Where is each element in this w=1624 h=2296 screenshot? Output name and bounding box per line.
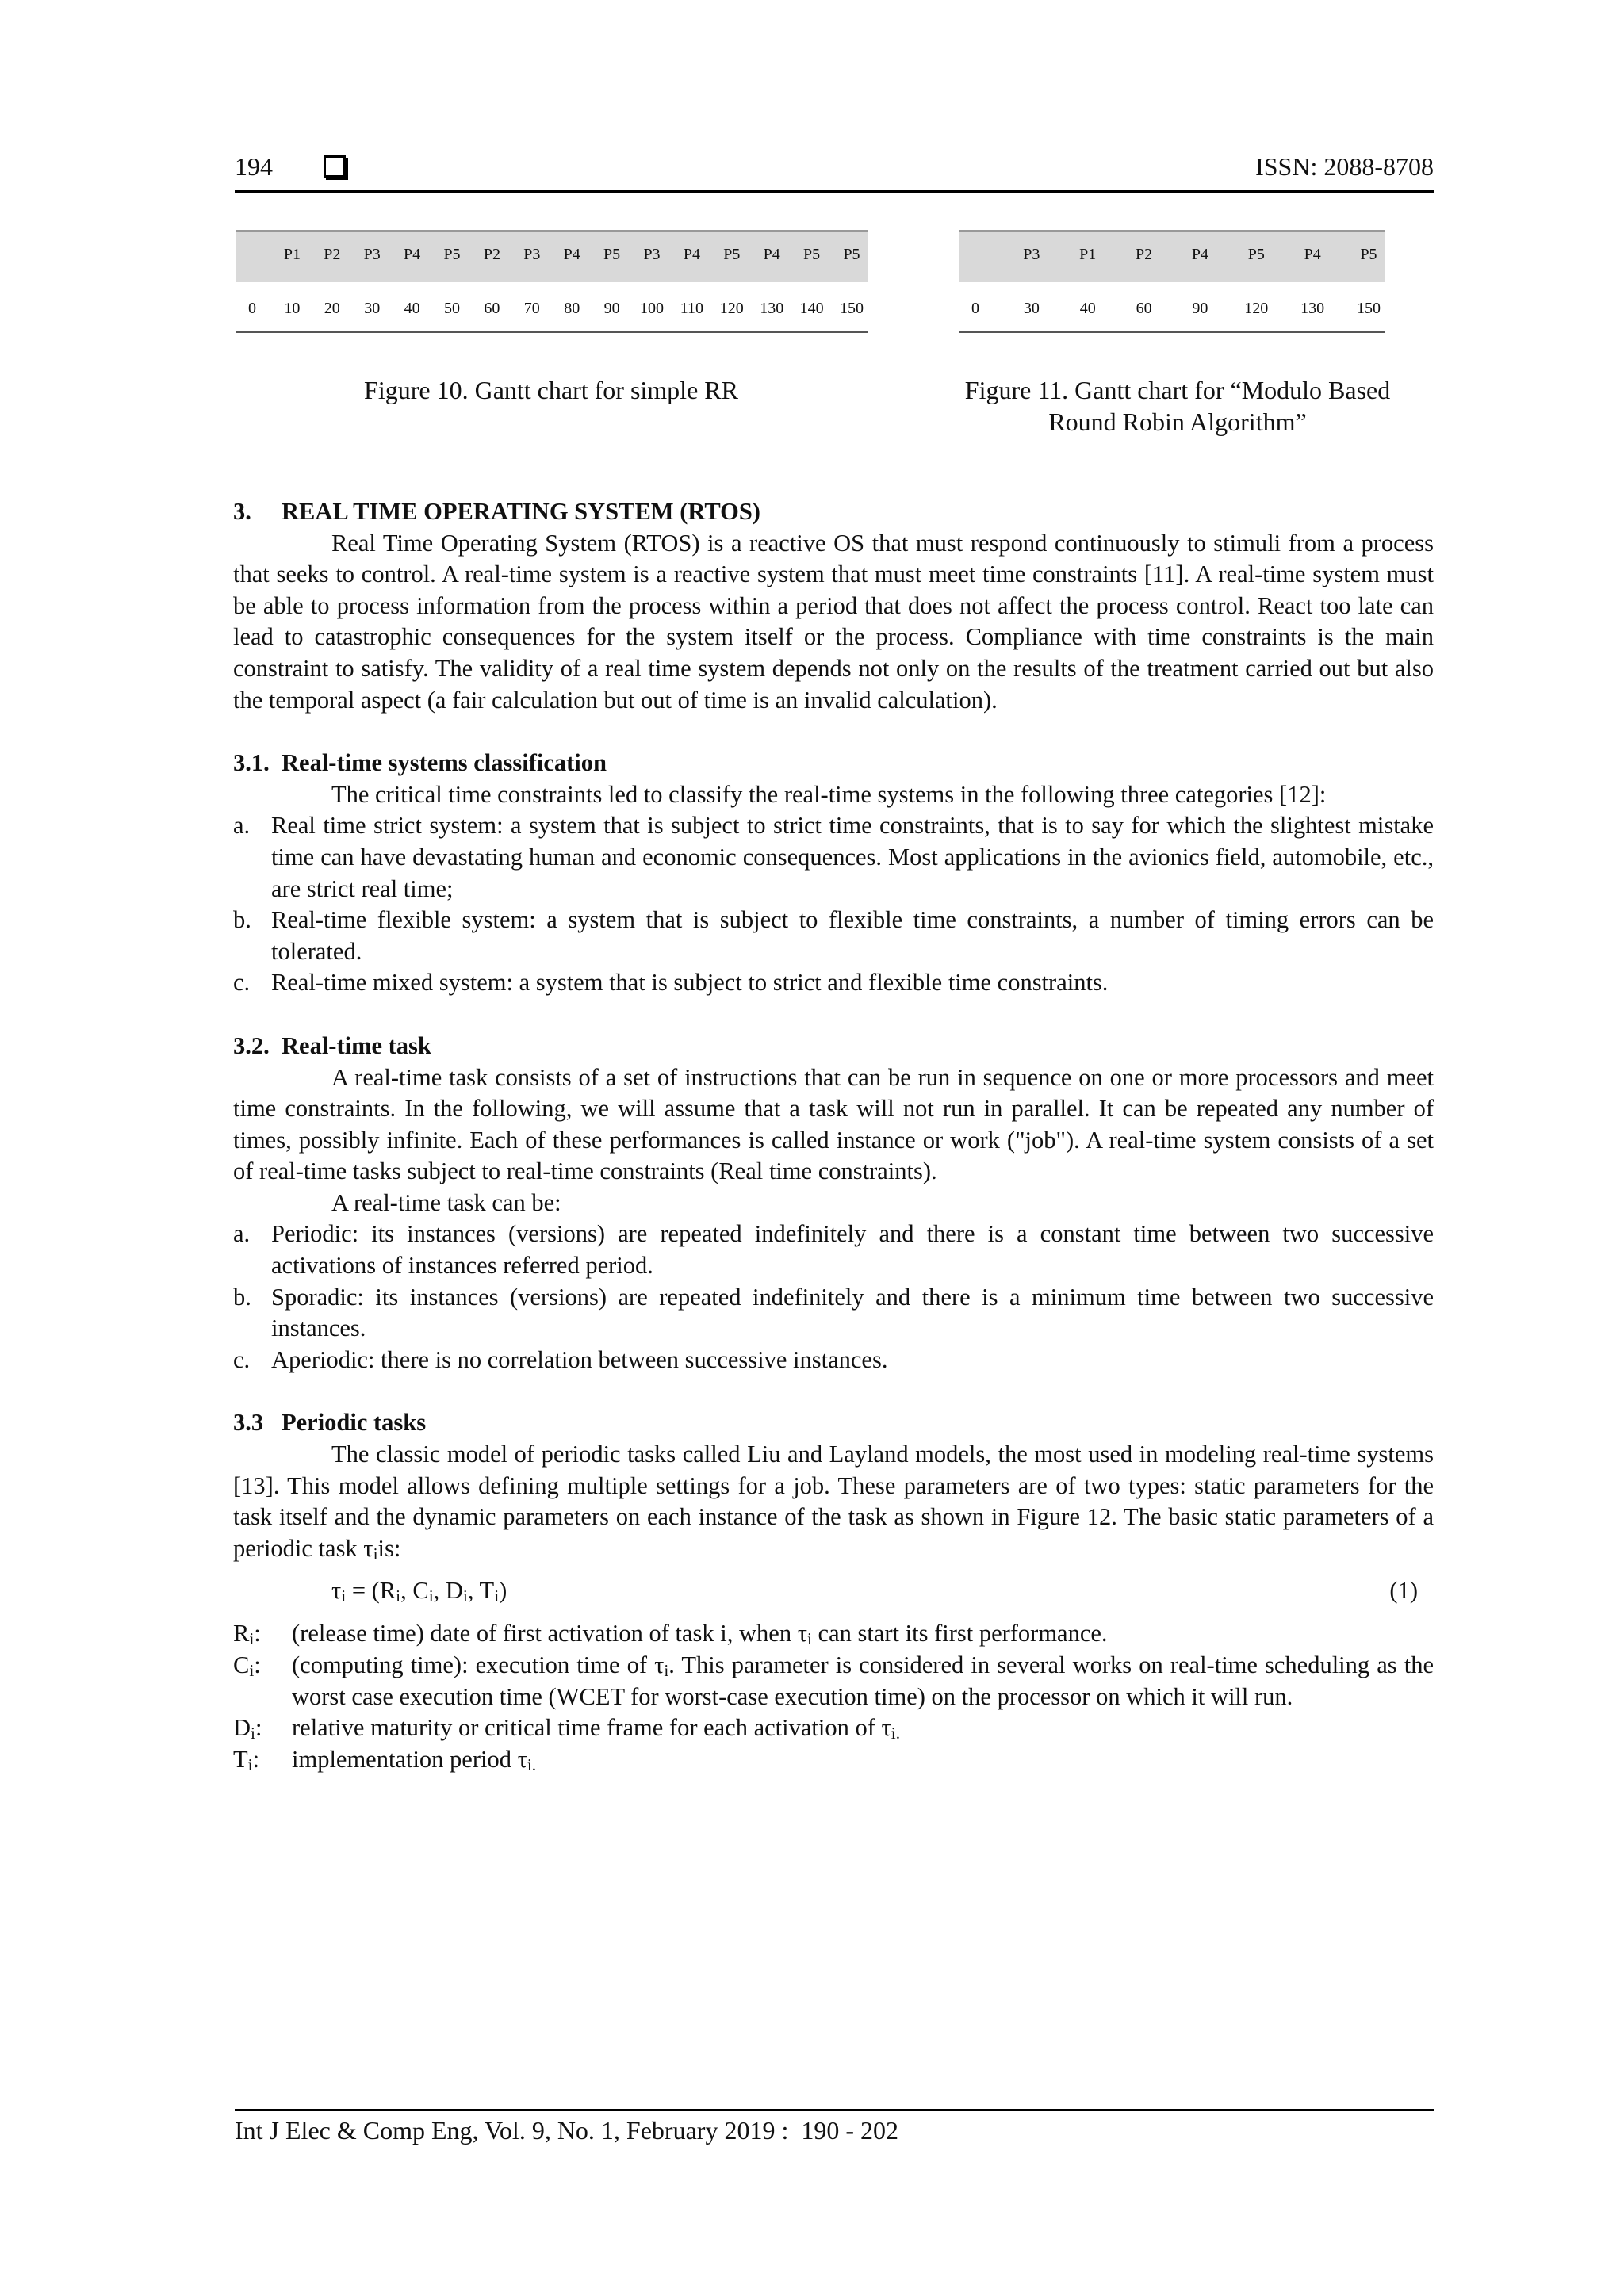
page-footer xyxy=(235,2109,1434,2145)
gantt-time-tick: 120 xyxy=(719,300,744,317)
gantt-process-label: P3 xyxy=(363,246,381,263)
gantt-time-tick: 130 xyxy=(760,300,784,317)
gantt-time-tick: 30 xyxy=(1023,300,1040,317)
gantt-process-label: P5 xyxy=(803,246,821,263)
gantt-process-label: P2 xyxy=(324,246,341,263)
list-item: b. Sporadic: its instances (versions) are repeated indefinitely and there is a minimum time between two successive instances. xyxy=(233,1283,1434,1342)
section-3-heading: 3. REAL TIME OPERATING SYSTEM (RTOS) xyxy=(233,498,760,525)
gantt-time-tick: 90 xyxy=(603,300,620,317)
gantt-time-tick: 0 xyxy=(971,300,979,317)
section-3-1-heading: 3.1. Real-time systems classification xyxy=(233,749,607,777)
gantt-process-label: P5 xyxy=(843,246,860,263)
gantt-time-tick: 150 xyxy=(1357,300,1381,317)
gantt-process-label: P5 xyxy=(723,246,741,263)
gantt-time-tick: 30 xyxy=(364,300,381,317)
section-3-paragraph: Real Time Operating System (RTOS) is a reactive OS that must respond continuously to stimuli from a process that seeks to control. A real-time system is a reactive system that must meet time constraints [11]. A real-time system must be able to process information from the process within a period that does not affect the process control. React too late can lead to catastrophic consequences for the system itself or the process. Compliance with time constraints is the main constraint to satisfy. The validity of a real time system depends not only on the results of the treatment carried out but also the temporal aspect (a fair calculation but out of time is an invalid calculation). xyxy=(233,529,1434,714)
gantt-baseline xyxy=(959,331,1385,333)
list-item: c. Real-time mixed system: a system that is subject to strict and flexible time constraints. xyxy=(233,969,1109,997)
gantt-process-label: P3 xyxy=(643,246,661,263)
gantt-time-tick: 150 xyxy=(840,300,864,317)
list-item: a. Periodic: its instances (versions) are repeated indefinitely and there is a constant time between two successive activations of instances referred period. xyxy=(233,1220,1434,1280)
gantt-chart-simple-rr xyxy=(236,230,868,335)
section-3-3-paragraph: The classic model of periodic tasks called Liu and Layland models, the most used in modeling real-time systems [13]. This model allows defining multiple settings for a job. These parameters are of two types: static parameters for the task itself and the dynamic parameters on each instance of the task as shown in Figure 12. The basic static parameters of a periodic task $\tau_iis$: xyxy=(233,1441,1434,1563)
gantt-process-label: P3 xyxy=(523,246,541,263)
definition-item: $C_i$: (computing time): execution time of $\tau_i$. This parameter is considered in several works on real-time scheduling as the worst case execution time (WCET for worst-case execution time) on the processor on which it will run. xyxy=(233,1651,1434,1710)
gantt-chart-modulo-rr xyxy=(959,230,1385,335)
figure-11-caption: Figure 11. Gantt chart for “Modulo Based Round Robin Algorithm” xyxy=(964,376,1391,436)
gantt-process-label: P2 xyxy=(483,246,500,263)
gantt-process-label: P4 xyxy=(563,246,580,263)
gantt-time-tick: 60 xyxy=(484,300,500,317)
gantt-process-label: P5 xyxy=(1360,246,1377,263)
gantt-time-tick: 70 xyxy=(523,300,540,317)
equation-1: $\tau_i = (R_i$, $C_i$, $D_i$, $T_i$) (1) xyxy=(331,1577,1418,1606)
gantt-time-tick: 100 xyxy=(640,300,664,317)
gantt-baseline xyxy=(236,331,868,333)
gantt-process-label: P5 xyxy=(1247,246,1265,263)
body-text xyxy=(233,496,1434,1775)
gantt-time-tick: 20 xyxy=(324,300,340,317)
gantt-time-tick: 40 xyxy=(404,300,420,317)
gantt-process-label: P1 xyxy=(283,246,301,263)
gantt-time-tick: 130 xyxy=(1300,300,1325,317)
gantt-time-tick: 10 xyxy=(284,300,301,317)
gantt-process-label: P3 xyxy=(1023,246,1040,263)
gantt-process-label: P4 xyxy=(404,246,421,263)
issn: ISSN: 2088-8708 xyxy=(1255,152,1434,181)
gantt-process-label: P5 xyxy=(603,246,621,263)
gantt-time-tick: 120 xyxy=(1244,300,1269,317)
gantt-time-tick: 110 xyxy=(680,300,704,317)
gantt-process-label: P5 xyxy=(443,246,461,263)
gantt-process-label: P4 xyxy=(1191,246,1208,263)
gantt-process-label: P4 xyxy=(763,246,780,263)
list-item: b. Real-time flexible system: a system that is subject to flexible time constraints, a number of timing errors can be tolerated. xyxy=(233,906,1434,965)
equation-number: (1) xyxy=(1389,1577,1418,1605)
gantt-time-tick: 50 xyxy=(444,300,460,317)
definition-item: $R_i$: (release time) date of first activation of task i, when $\tau_i$ can start its first performance. xyxy=(233,1620,1108,1649)
journal-citation: Int J Elec & Comp Eng, Vol. 9, No. 1, February 2019 : 190 - 202 xyxy=(235,2116,898,2145)
list-item: c. Aperiodic: there is no correlation between successive instances. xyxy=(233,1345,888,1373)
definition-item: $D_i$: relative maturity or critical time frame for each activation of $\tau_{i.}$ xyxy=(233,1714,901,1743)
gantt-process-label: P1 xyxy=(1079,246,1097,263)
page-number: 194 xyxy=(235,152,273,181)
list-item: a. Real time strict system: a system that is subject to strict time constraints, that is to say for which the slightest mistake time can have devastating human and economic consequences. Most applications in the avionics field, automobile, etc., are strict real time; xyxy=(233,812,1434,902)
page-header xyxy=(235,152,1434,193)
gantt-time-tick: 40 xyxy=(1079,300,1096,317)
parameter-definitions xyxy=(233,1618,1434,1775)
gantt-time-tick: 90 xyxy=(1192,300,1208,317)
task-type-list xyxy=(233,1219,1434,1376)
section-3-2-paragraph: A real-time task consists of a set of instructions that can be run in sequence on one or more processors and meet time constraints. In the following, we will assume that a task will not run in parallel. It can be repeated any number of times, possibly infinite. Each of these performances is called instance or work ("job"). A real-time system consists of a set of real-time tasks subject to real-time constraints (Real time constraints). xyxy=(233,1063,1434,1185)
section-3-2-heading: 3.2. Real-time task xyxy=(233,1031,431,1059)
gantt-process-label: P2 xyxy=(1136,246,1153,263)
figure-10-caption: Figure 10. Gantt chart for simple RR xyxy=(364,376,738,404)
section-3-1-paragraph: The critical time constraints led to classify the real-time systems in the following three categories [12]: xyxy=(331,780,1327,808)
gantt-time-tick: 60 xyxy=(1136,300,1152,317)
section-3-2-paragraph-2: A real-time task can be: xyxy=(331,1188,561,1216)
classification-list xyxy=(233,810,1434,999)
gantt-process-label: P4 xyxy=(1304,246,1321,263)
definition-item: $T_i$: implementation period $\tau_{i.}$ xyxy=(233,1745,537,1774)
gantt-time-tick: 0 xyxy=(248,300,256,317)
gantt-time-tick: 80 xyxy=(564,300,580,317)
gantt-process-label: P4 xyxy=(683,246,700,263)
gantt-time-tick: 140 xyxy=(799,300,824,317)
section-3-3-heading: 3.3 Periodic tasks xyxy=(233,1409,427,1437)
square-icon xyxy=(324,155,346,178)
